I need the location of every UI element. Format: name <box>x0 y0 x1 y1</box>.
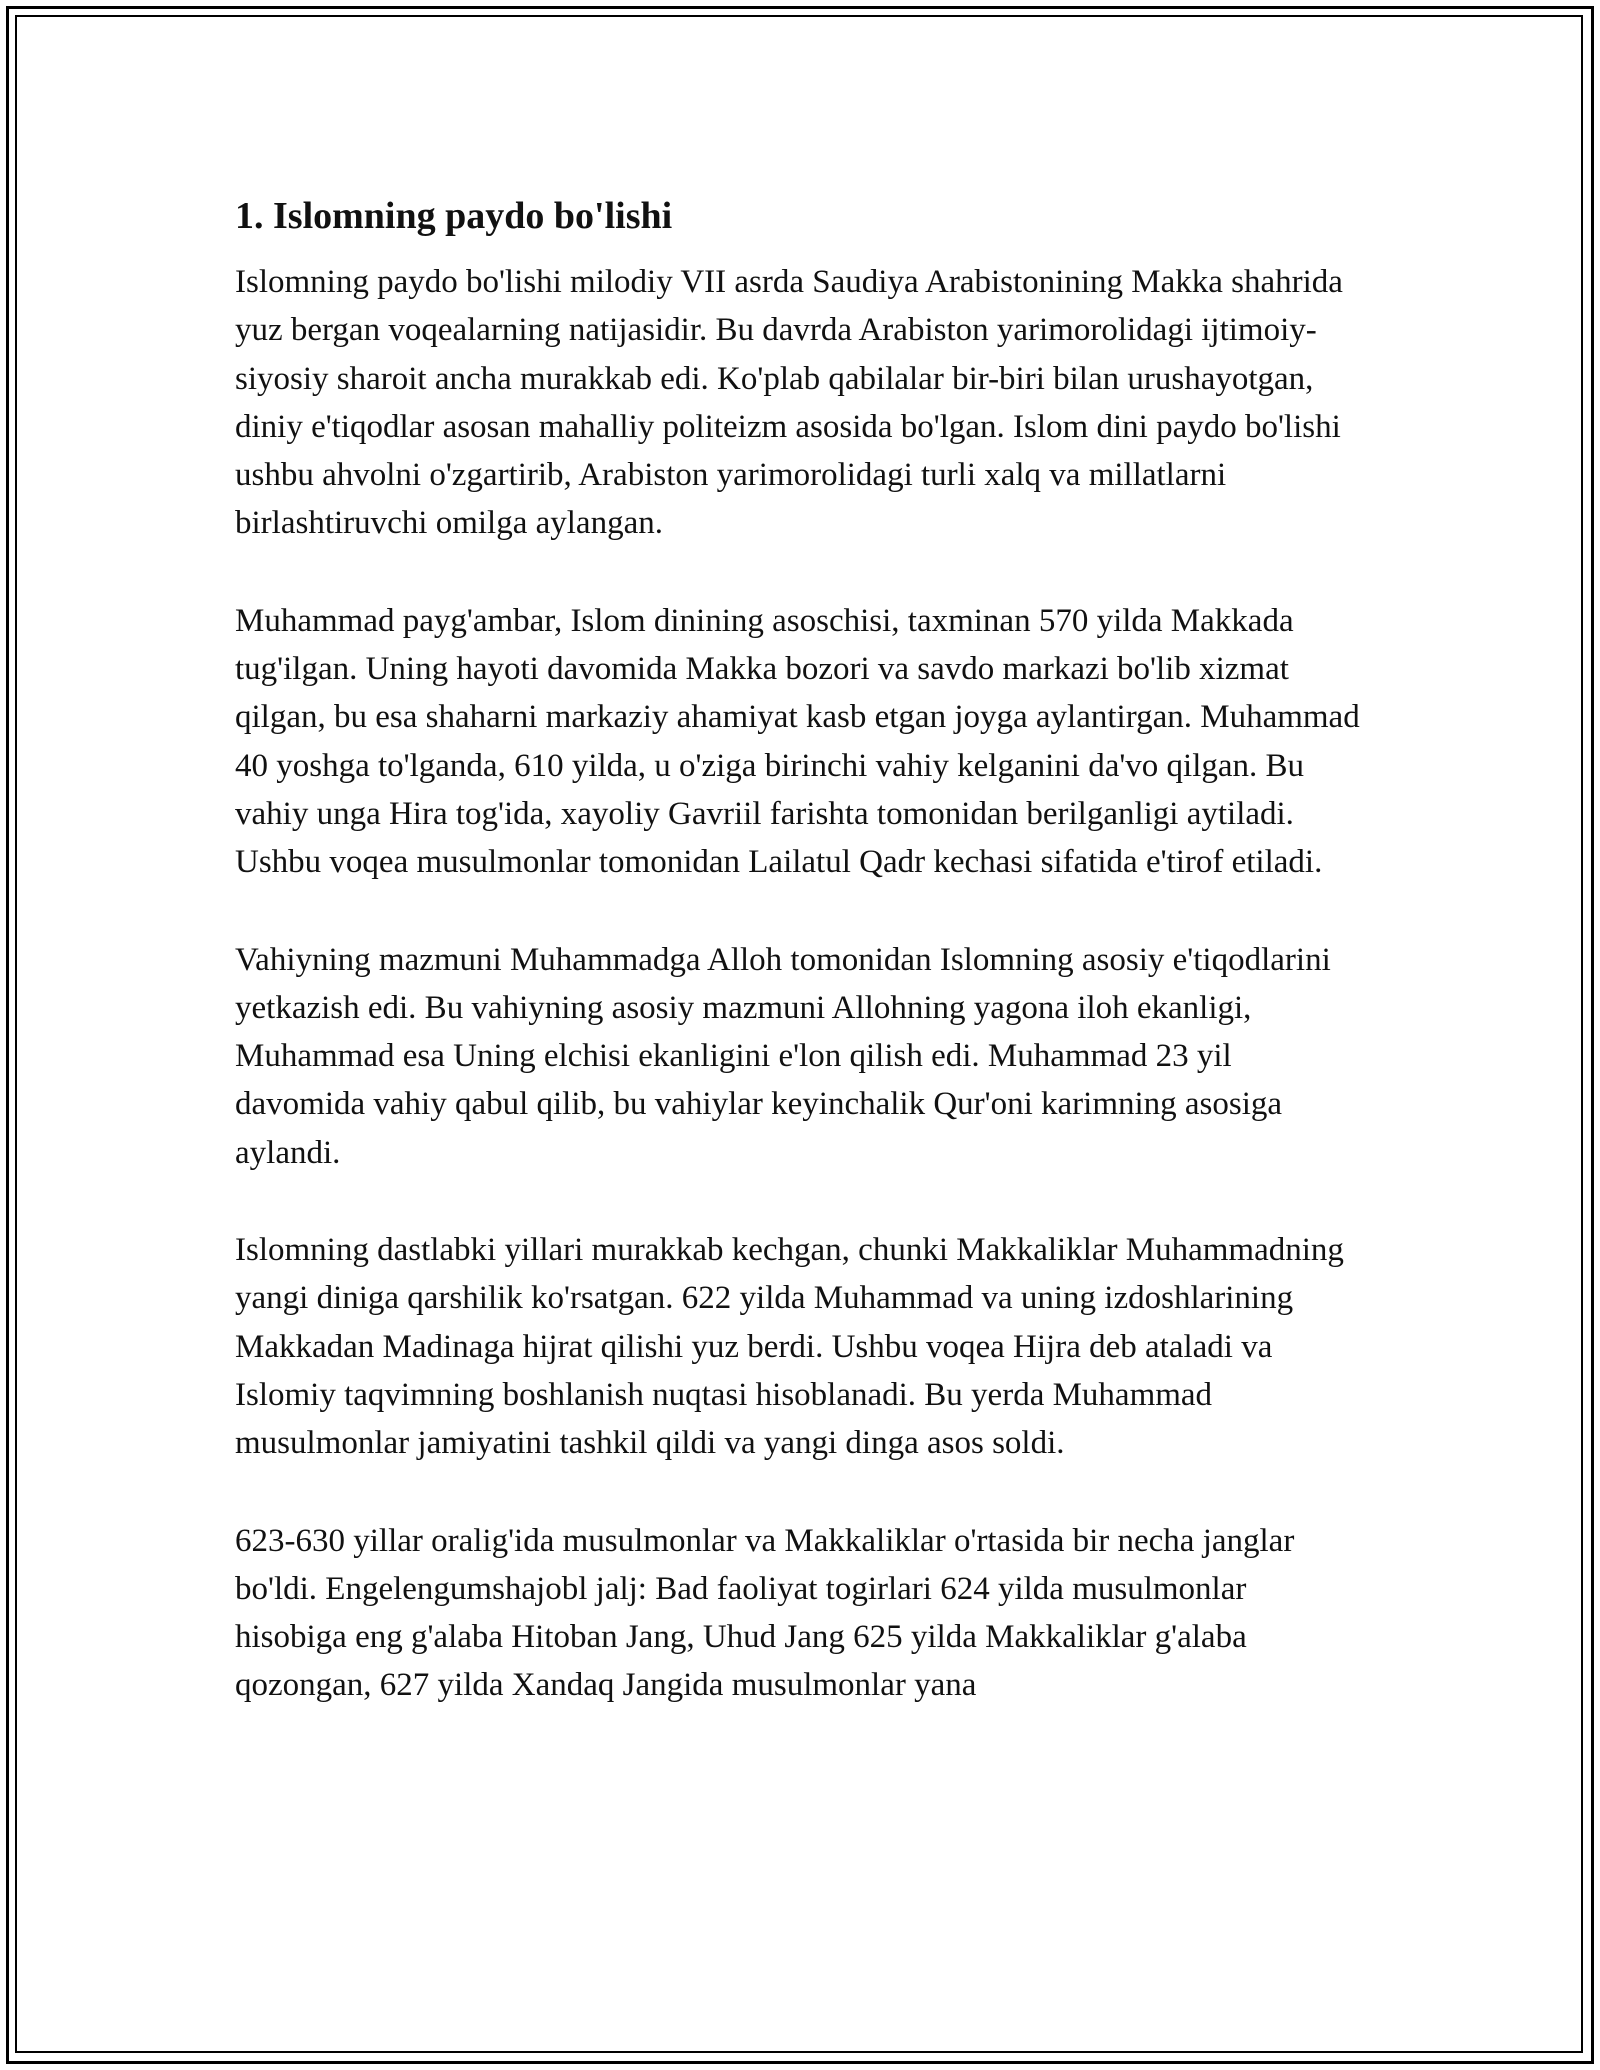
paragraph-1: Islomning paydo bo'lishi milodiy VII asrda Saudiya Arabistonining Makka shahrida yuz bergan voqealarning natijasidir. Bu davrda Arabiston yarimorolidagi ijtimoiy-siyosiy sharoit ancha murakkab edi. Ko'plab qabilalar bir-biri bilan urushayotgan, diniy e'tiqodlar asosan mahalliy politeizm asosida bo'lgan. Islom dini paydo bo'lishi ushbu ahvolni o'zgartirib, Arabiston yarimorolidagi turli xalq va millatlarni birlashtiruvchi omilga aylangan. <box>235 264 1343 542</box>
paragraph-3: Vahiyning mazmuni Muhammadga Alloh tomonidan Islomning asosiy e'tiqodlarini yetkazish edi. Bu vahiyning asosiy mazmuni Allohning yagona iloh ekanligi, Muhammad esa Uning elchisi ekanligini e'lon qilish edi. Muhammad 23 yil davomida vahiy qabul qilib, bu vahiylar keyinchalik Qur'oni karimning asosiga aylandi. <box>235 941 1331 1171</box>
paragraph-4: Islomning dastlabki yillari murakkab kechgan, chunki Makkaliklar Muhammadning yangi diniga qarshilik ko'rsatgan. 622 yilda Muhammad va uning izdoshlarining Makkadan Madinaga hijrat qilishi yuz berdi. Ushbu voqea Hijra deb ataladi va Islomiy taqvimning boshlanish nuqtasi hisoblanadi. Bu yerda Muhammad musulmonlar jamiyatini tashkil qildi va yangi dinga asos soldi. <box>235 1232 1344 1462</box>
section-heading: 1. Islomning paydo bo'lishi <box>235 195 673 237</box>
paragraph-5: 623-630 yillar oralig'ida musulmonlar va Makkaliklar o'rtasida bir necha janglar bo'ldi. Engelengumshajobl jalj: Bad faoliyat togirlari 624 yilda musulmonlar hisobiga eng g'alaba Hitoban Jang, Uhud Jang 625 yilda Makkaliklar g'alaba qozongan, 627 yilda Xandaq Jangida musulmonlar yana <box>235 1522 1295 1704</box>
paragraph-2: Muhammad payg'ambar, Islom dinining asoschisi, taxminan 570 yilda Makkada tug'ilgan. Uning hayoti davomida Makka bozori va savdo markazi bo'lib xizmat qilgan, bu esa shaharni markaziy ahamiyat kasb etgan joyga aylantirgan. Muhammad 40 yoshga to'lganda, 610 yilda, u o'ziga birinchi vahiy kelganini da'vo qilgan. Bu vahiy unga Hira tog'ida, xayoliy Gavriil farishta tomonidan berilganligi aytiladi. Ushbu voqea musulmonlar tomonidan Lailatul Qadr kechasi sifatida e'tirof etiladi. <box>235 602 1360 881</box>
document-body <box>235 182 1365 1710</box>
